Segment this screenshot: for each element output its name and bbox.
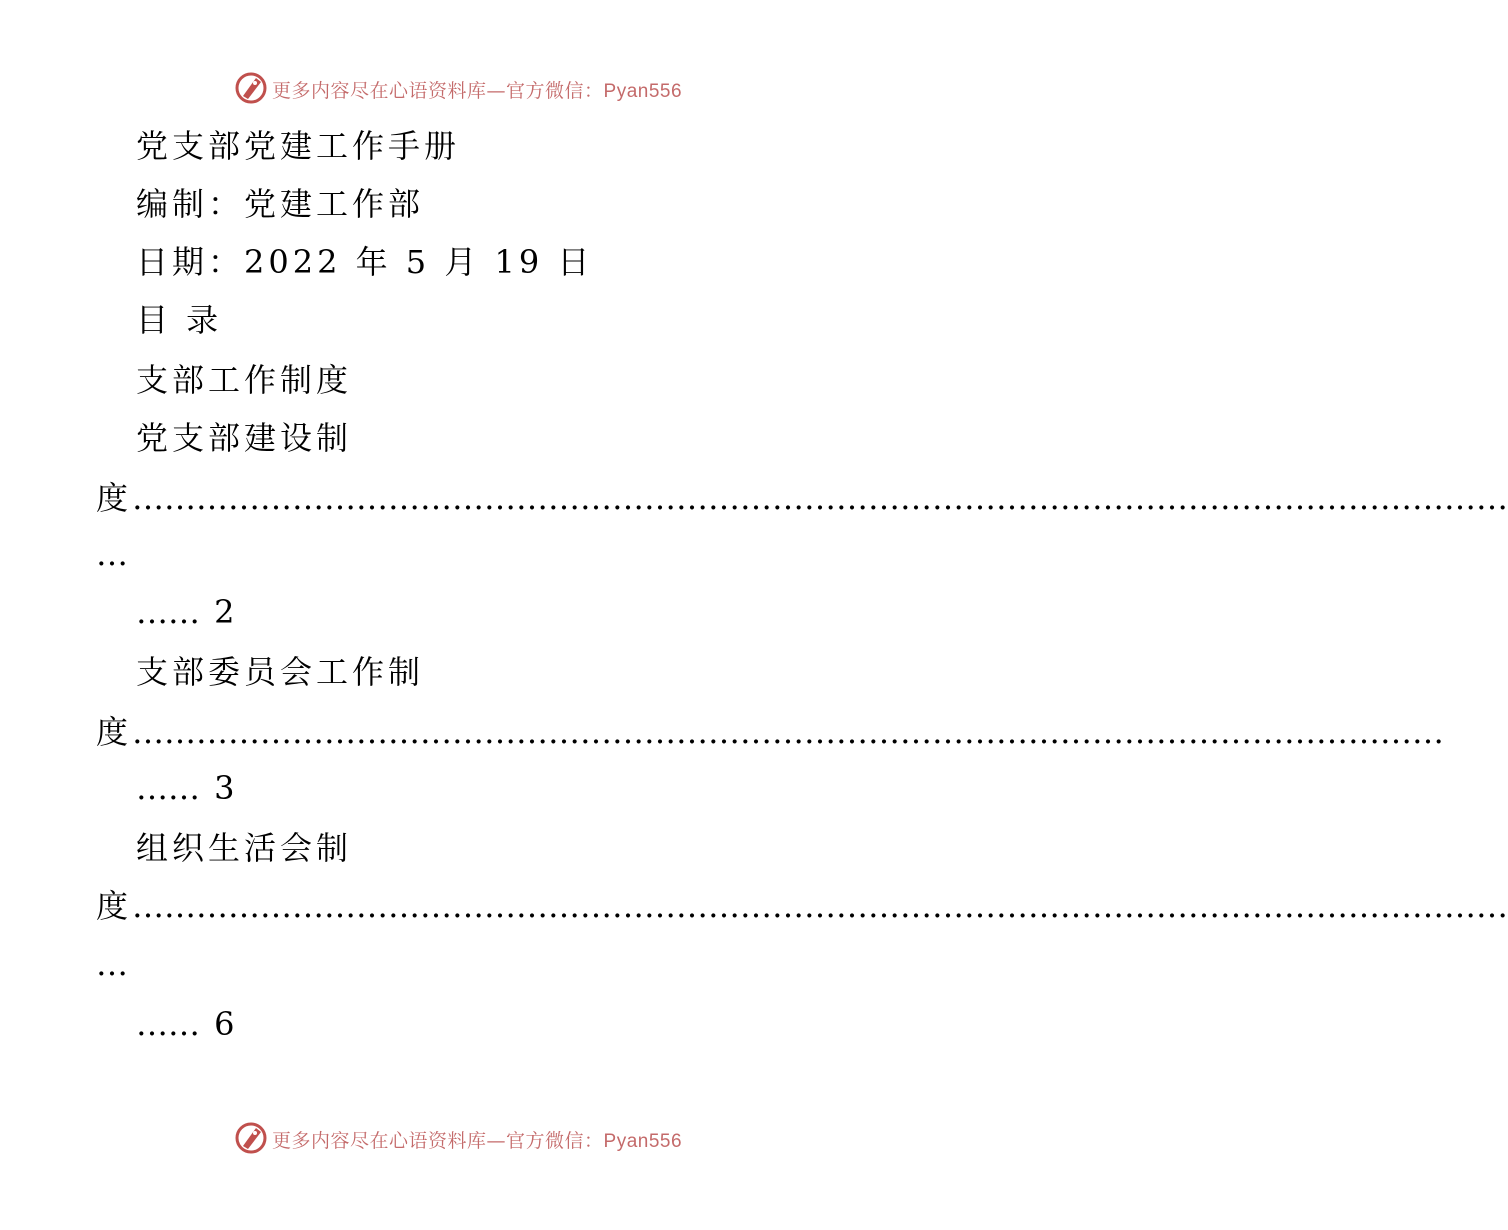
toc-entry-title[interactable]: 党支部建设制 xyxy=(136,419,353,457)
toc-entry-page: …… 3 xyxy=(136,769,239,807)
page-number: 3 xyxy=(214,769,239,807)
toc-entry-leader xyxy=(96,886,1508,926)
footer-banner xyxy=(0,1120,950,1160)
toc-leader-dots: ………………………………………………………………………………………………………………… xyxy=(132,479,1508,517)
header-banner xyxy=(0,70,950,110)
section-heading: 支部工作制度 xyxy=(136,361,353,399)
toc-entry-page: …… 2 xyxy=(136,593,239,631)
toc-heading: 目 录 xyxy=(136,301,223,339)
page-number: 6 xyxy=(214,1005,239,1043)
toc-leader-dots: ………………………………………………………………………………………………………………… xyxy=(132,887,1508,925)
pen-nib-icon xyxy=(234,1120,268,1154)
toc-entry-title[interactable]: 组织生活会制 xyxy=(136,829,353,867)
toc-entry-char: 度 xyxy=(96,713,133,751)
pen-nib-icon xyxy=(234,70,268,104)
banner-text: 更多内容尽在心语资料库—官方微信：Pyan556 xyxy=(272,1130,683,1152)
toc-entry-leader xyxy=(96,712,1444,752)
document-editor: 编制：党建工作部 xyxy=(136,185,425,223)
toc-entry-char: 度 xyxy=(96,479,133,517)
page-number: 2 xyxy=(214,593,239,631)
toc-entry-title[interactable]: 支部委员会工作制 xyxy=(136,653,425,691)
toc-entry-leader xyxy=(96,478,1508,518)
toc-leader-dots-continued: … xyxy=(96,945,128,983)
document-title: 党支部党建工作手册 xyxy=(136,127,461,165)
toc-leader-dots: …………………………………………………………………………………………………………… xyxy=(132,713,1445,751)
toc-entry-page: …… 6 xyxy=(136,1005,239,1043)
document-date: 日期：2022 年 5 月 19 日 xyxy=(136,243,594,281)
banner-text: 更多内容尽在心语资料库—官方微信：Pyan556 xyxy=(272,80,683,102)
toc-leader-dots-continued: … xyxy=(96,535,128,573)
toc-entry-char: 度 xyxy=(96,887,133,925)
